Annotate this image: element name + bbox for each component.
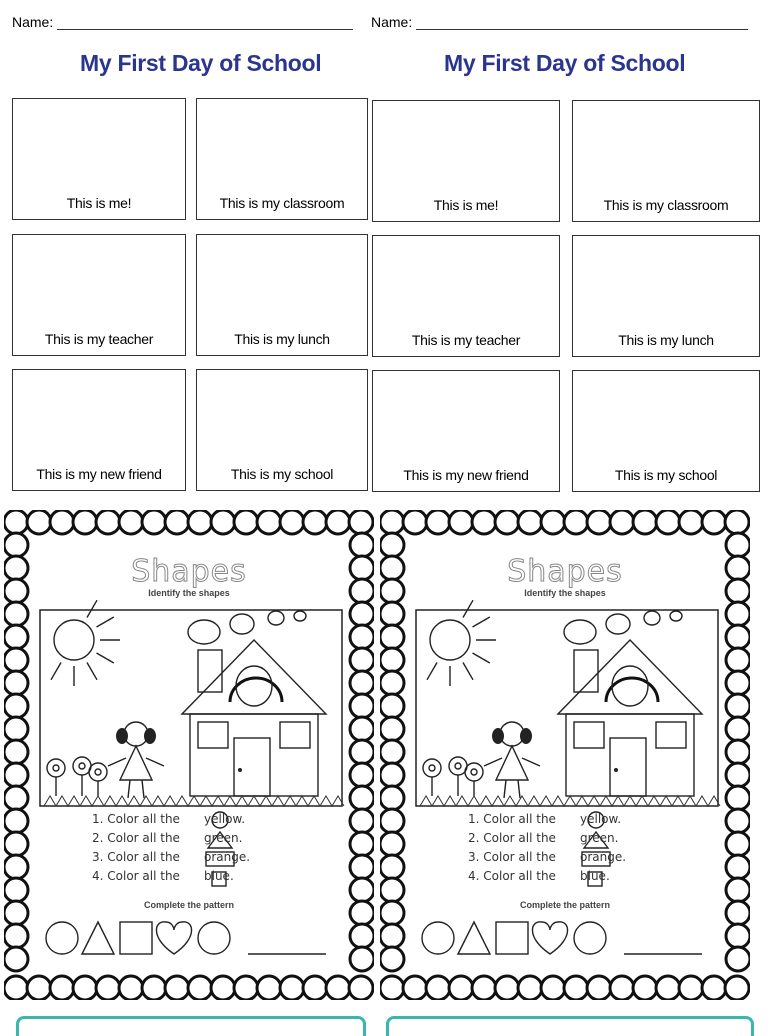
box-caption: This is me! bbox=[66, 195, 132, 211]
drawing-box[interactable] bbox=[372, 235, 560, 357]
drawing-box[interactable] bbox=[372, 100, 560, 222]
sun-ray bbox=[473, 653, 490, 663]
flower bbox=[423, 759, 441, 777]
box-caption: This is my classroom bbox=[219, 195, 345, 211]
flower-center bbox=[429, 765, 435, 771]
pattern-label: Complete the pattern bbox=[519, 900, 610, 910]
drawing-box[interactable] bbox=[12, 369, 186, 491]
house-body bbox=[566, 714, 694, 796]
flower-center bbox=[455, 763, 461, 769]
name-field[interactable] bbox=[416, 15, 748, 30]
cloud bbox=[564, 620, 596, 644]
drawing-box[interactable] bbox=[572, 370, 760, 492]
box-caption: This is my teacher bbox=[411, 332, 521, 348]
name-field[interactable] bbox=[57, 15, 353, 30]
instruction-text: 1. Color all the bbox=[468, 812, 556, 826]
worksheet-subtitle: Identify the shapes bbox=[148, 588, 230, 598]
box-caption: This is my lunch bbox=[234, 331, 330, 347]
box-caption: This is my classroom bbox=[603, 197, 729, 213]
instruction-color: green. bbox=[580, 831, 619, 845]
sun bbox=[430, 620, 470, 660]
pattern-circle bbox=[46, 922, 78, 954]
instruction-line bbox=[92, 869, 234, 883]
flower-center bbox=[471, 769, 477, 775]
name-row bbox=[371, 14, 748, 30]
instruction-text: 1. Color all the bbox=[92, 812, 180, 826]
rainbow-arc bbox=[606, 678, 658, 702]
girl-hair bbox=[116, 728, 128, 744]
girl-leg bbox=[518, 780, 520, 798]
instruction-line bbox=[468, 869, 610, 883]
instruction-text: 3. Color all the bbox=[468, 850, 556, 864]
instruction-line bbox=[92, 812, 245, 826]
drawing-box[interactable] bbox=[572, 235, 760, 357]
next-page-edge bbox=[386, 1016, 754, 1036]
pattern-square bbox=[120, 922, 152, 954]
girl-hair bbox=[520, 728, 532, 744]
sun-ray bbox=[87, 663, 97, 680]
girl-hair bbox=[492, 728, 504, 744]
box-caption: This is my new friend bbox=[403, 467, 529, 483]
box-caption: This is me! bbox=[433, 197, 499, 213]
flower-center bbox=[53, 765, 59, 771]
grass bbox=[44, 796, 344, 806]
sun bbox=[54, 620, 94, 660]
cloud bbox=[188, 620, 220, 644]
drawing-box[interactable] bbox=[12, 98, 186, 220]
right-form bbox=[371, 0, 768, 500]
box-caption: This is my teacher bbox=[44, 331, 154, 347]
cloud bbox=[268, 611, 284, 625]
instruction-color: blue. bbox=[580, 869, 610, 883]
shapes-worksheet bbox=[380, 510, 750, 1000]
page-title: My First Day of School bbox=[444, 50, 686, 76]
girl-leg bbox=[142, 780, 144, 798]
door-knob bbox=[614, 768, 618, 772]
pattern-triangle bbox=[82, 922, 114, 954]
drawing-box[interactable] bbox=[196, 234, 368, 356]
pattern-heart bbox=[156, 922, 191, 954]
girl-arm bbox=[108, 758, 126, 766]
flower bbox=[465, 763, 483, 781]
girl-dress bbox=[120, 746, 152, 780]
instruction-text: 2. Color all the bbox=[468, 831, 556, 845]
sun-ray bbox=[463, 663, 473, 680]
roof-oval bbox=[612, 666, 648, 706]
box-caption: This is my lunch bbox=[618, 332, 714, 348]
name-label: Name: bbox=[12, 14, 54, 30]
girl-arm bbox=[484, 758, 502, 766]
name-row bbox=[12, 14, 353, 30]
cloud bbox=[230, 614, 254, 634]
box-caption: This is my school bbox=[614, 467, 718, 483]
girl-leg bbox=[128, 780, 130, 798]
page-title: My First Day of School bbox=[80, 50, 322, 76]
instruction-color: orange. bbox=[580, 850, 627, 864]
name-label: Name: bbox=[371, 14, 413, 30]
flower bbox=[47, 759, 65, 777]
left-form bbox=[0, 0, 384, 500]
pattern-square bbox=[496, 922, 528, 954]
pattern-circle bbox=[574, 922, 606, 954]
drawing-box[interactable] bbox=[572, 100, 760, 222]
instruction-color: yellow. bbox=[204, 812, 246, 826]
pattern-label: Complete the pattern bbox=[143, 900, 234, 910]
sun-ray bbox=[463, 600, 473, 617]
girl-dress bbox=[496, 746, 528, 780]
sun-ray bbox=[473, 617, 490, 627]
drawing-box[interactable] bbox=[12, 234, 186, 356]
instruction-line bbox=[468, 812, 621, 826]
rainbow-arc bbox=[230, 678, 282, 702]
flower bbox=[73, 757, 91, 775]
instruction-color: blue. bbox=[204, 869, 234, 883]
sun-ray bbox=[427, 663, 437, 680]
girl-arm bbox=[522, 758, 540, 766]
pattern-circle bbox=[422, 922, 454, 954]
flower bbox=[89, 763, 107, 781]
instruction-text: 3. Color all the bbox=[92, 850, 180, 864]
pattern-circle bbox=[198, 922, 230, 954]
box-caption: This is my school bbox=[230, 466, 334, 482]
instruction-color: orange. bbox=[204, 850, 251, 864]
worksheet-title: Shapes bbox=[131, 554, 247, 589]
girl-leg bbox=[504, 780, 506, 798]
roof-oval bbox=[236, 666, 272, 706]
house-body bbox=[190, 714, 318, 796]
pattern-triangle bbox=[458, 922, 490, 954]
drawing-box[interactable] bbox=[372, 370, 560, 492]
grass bbox=[420, 796, 720, 806]
cloud bbox=[670, 611, 682, 621]
window bbox=[574, 722, 604, 748]
sun-ray bbox=[87, 600, 97, 617]
worksheet-title: Shapes bbox=[507, 554, 623, 589]
next-page-edge bbox=[16, 1016, 366, 1036]
cloud bbox=[606, 614, 630, 634]
window bbox=[656, 722, 686, 748]
box-caption: This is my new friend bbox=[36, 466, 162, 482]
worksheet-subtitle: Identify the shapes bbox=[524, 588, 606, 598]
girl-arm bbox=[146, 758, 164, 766]
instruction-line bbox=[468, 850, 626, 864]
instruction-line bbox=[92, 831, 242, 845]
door-knob bbox=[238, 768, 242, 772]
drawing-box[interactable] bbox=[196, 98, 368, 220]
sun-ray bbox=[97, 653, 114, 663]
instruction-color: yellow. bbox=[580, 812, 622, 826]
instruction-line bbox=[468, 831, 618, 845]
flower bbox=[449, 757, 467, 775]
shapes-worksheet bbox=[4, 510, 374, 1000]
girl-hair bbox=[144, 728, 156, 744]
instruction-text: 4. Color all the bbox=[92, 869, 180, 883]
instruction-text: 2. Color all the bbox=[92, 831, 180, 845]
cloud bbox=[644, 611, 660, 625]
window bbox=[280, 722, 310, 748]
instruction-text: 4. Color all the bbox=[468, 869, 556, 883]
sun-ray bbox=[51, 663, 61, 680]
door bbox=[610, 738, 646, 796]
instruction-line bbox=[92, 850, 250, 864]
window bbox=[198, 722, 228, 748]
flower-center bbox=[95, 769, 101, 775]
instruction-color: green. bbox=[204, 831, 243, 845]
door bbox=[234, 738, 270, 796]
sun-ray bbox=[97, 617, 114, 627]
flower-center bbox=[79, 763, 85, 769]
drawing-box[interactable] bbox=[196, 369, 368, 491]
cloud bbox=[294, 611, 306, 621]
pattern-heart bbox=[532, 922, 567, 954]
